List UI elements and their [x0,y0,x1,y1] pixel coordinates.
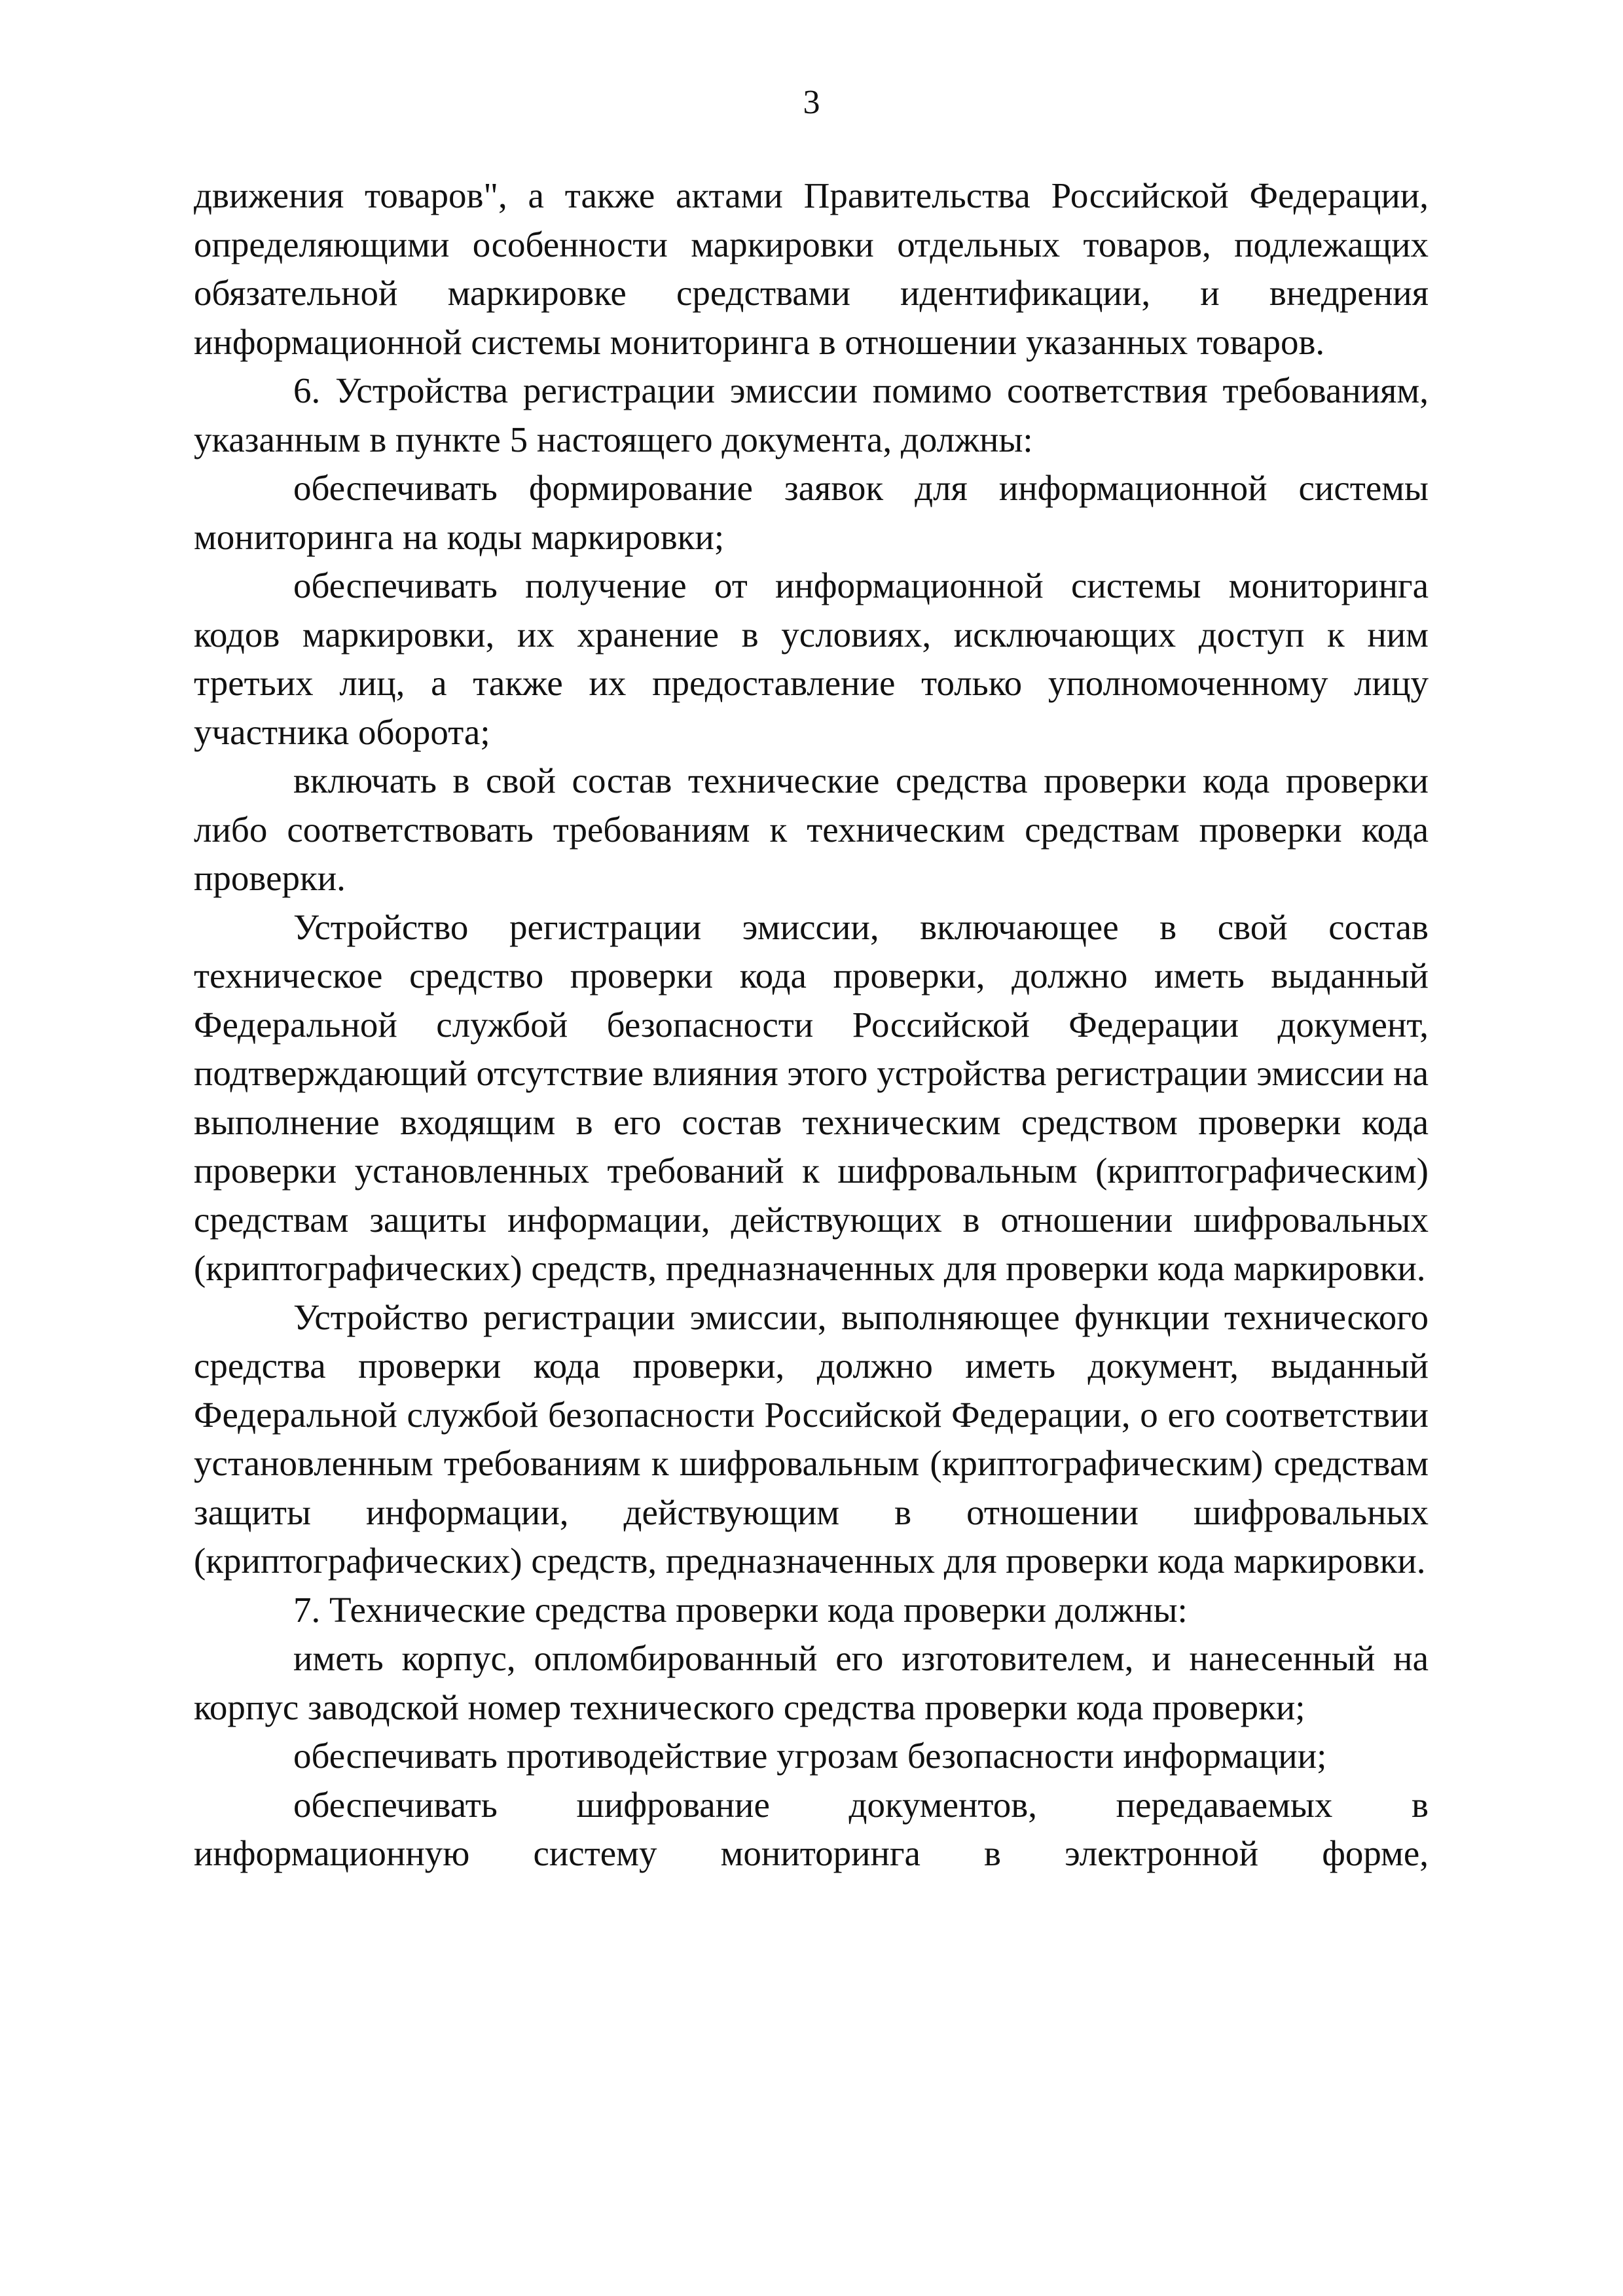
paragraph-item-6-codes: обеспечивать получение от информационной системы мониторинга кодов маркировки, их хранение в условиях, исключающих доступ к ним третьих лиц, а также их предоставление только уполномоченному лицу участника оборота; [194,565,1429,752]
page-number: 3 [803,84,820,121]
paragraph-item-6-verification: включать в свой состав технические средства проверки кода проверки либо соответствовать требованиям к техническим средствам проверки кода проверки. [194,761,1429,898]
paragraph-item-6: 6. Устройства регистрации эмиссии помимо соответствия требованиям, указанным в пункте 5 настоящего документа, должны: [194,370,1429,459]
paragraph-item-7-encryption: обеспечивать шифрование документов, передаваемых в информационную систему мониторинга в электронной форме, [194,1784,1429,1873]
paragraph-item-6-requests: обеспечивать формирование заявок для информационной системы мониторинга на коды маркировки; [194,468,1429,557]
paragraph-fsb-document-included: Устройство регистрации эмиссии, включающее в свой состав техническое средство проверки кода проверки, должно иметь выданный Федеральной службой безопасности Российской Федерации документ, подтверждающий отсутствие влияния этого устройства регистрации эмиссии на выполнение входящим в его состав техническим средством проверки кода проверки установленных требований к шифровальным (криптографическим) средствам защиты информации, действующих в отношении шифровальных (криптографических) средств, предназначенных для проверки кода маркировки. [194,906,1429,1288]
paragraph-continuation: движения товаров", а также актами Правительства Российской Федерации, определяющими особенности маркировки отдельных товаров, подлежащих обязательной маркировке средствами идентификации, и внедрения информационной системы мониторинга в отношении указанных товаров. [194,175,1429,362]
document-body [194,171,1429,1878]
paragraph-item-7-housing: иметь корпус, опломбированный его изготовителем, и нанесенный на корпус заводской номер технического средства проверки кода проверки; [194,1638,1429,1727]
paragraph-item-7-security: обеспечивать противодействие угрозам безопасности информации; [293,1736,1327,1776]
paragraph-item-7: 7. Технические средства проверки кода проверки должны: [293,1589,1188,1630]
paragraph-fsb-document-functions: Устройство регистрации эмиссии, выполняющее функции технического средства проверки кода проверки, должно иметь документ, выданный Федеральной службой безопасности Российской Федерации, о его соответствии установленным требованиям к шифровальным (криптографическим) средствам защиты информации, действующим в отношении шифровальных (криптографических) средств, предназначенных для проверки кода маркировки. [194,1297,1429,1581]
